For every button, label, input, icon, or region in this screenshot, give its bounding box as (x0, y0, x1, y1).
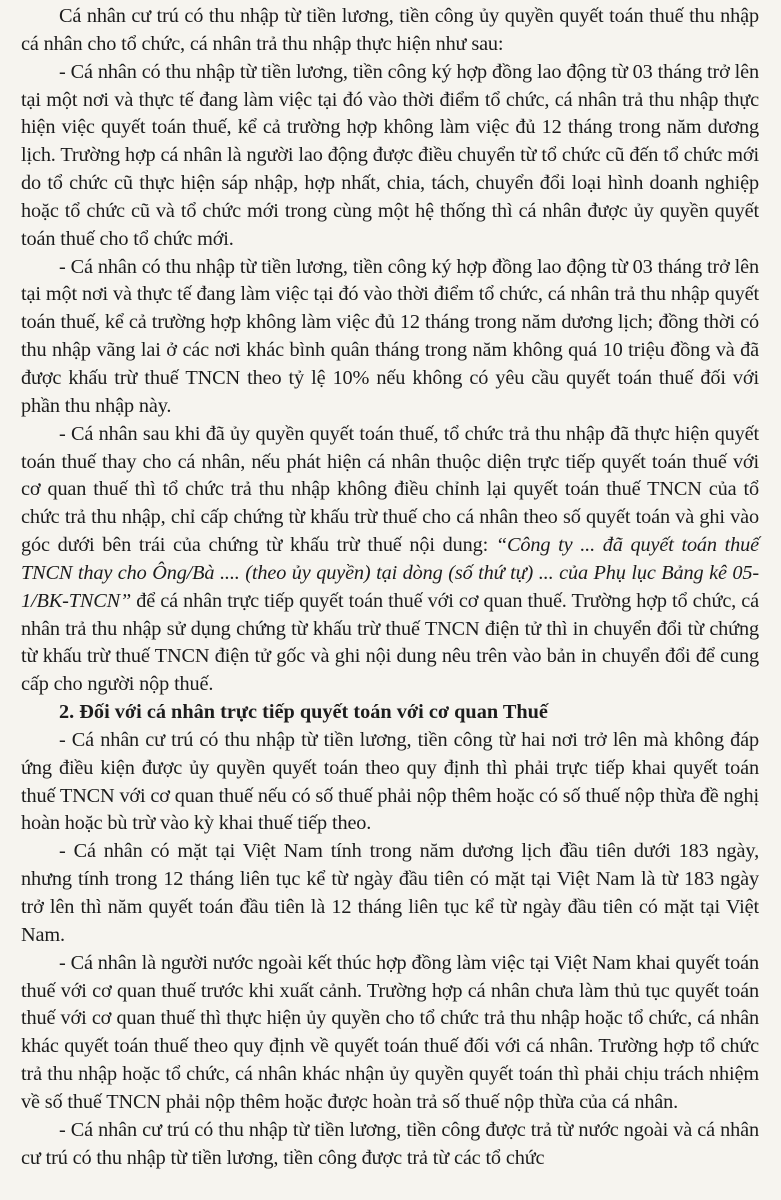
paragraph-section2-bullet-2: - Cá nhân có mặt tại Việt Nam tính trong năm dương lịch đầu tiên dưới 183 ngày, nhưng tính trong 12 tháng liên tục kể từ ngày đầu tiên có mặt tại Việt Nam là từ 183 ngày trở lên thì năm quyết toán đầu tiên là 12 tháng liên tục kể từ ngày đầu tiên có mặt tại Việt Nam. (21, 840, 759, 946)
paragraph-bullet-3-text-a: - Cá nhân sau khi đã ủy quyền quyết toán thuế, tổ chức trả thu nhập đã thực hiện quyết toán thuế thay cho cá nhân, nếu phát hiện cá nhân thuộc diện trực tiếp quyết toán thuế với cơ quan thuế thì tổ chức trả thu nhập không điều chỉnh lại quyết toán thuế TNCN của tổ chức trả thu nhập, chỉ cấp chứng từ khấu trừ thuế cho cá nhân theo số quyết toán và ghi vào góc dưới bên trái của chứng từ khấu trừ thuế nội dung: (21, 422, 759, 557)
paragraph-bullet-2: - Cá nhân có thu nhập từ tiền lương, tiền công ký hợp đồng lao động từ 03 tháng trở lên tại một nơi và thực tế đang làm việc tại đó vào thời điểm tổ chức, cá nhân trả thu nhập quyết toán thuế, kể cả trường hợp không làm việc đủ 12 tháng trong năm dương lịch; đồng thời có thu nhập vãng lai ở các nơi khác bình quân tháng trong năm không quá 10 triệu đồng và đã được khấu trừ thuế TNCN theo tỷ lệ 10% nếu không có yêu cầu quyết toán thuế đối với phần thu nhập này. (21, 255, 759, 417)
paragraph-intro: Cá nhân cư trú có thu nhập từ tiền lương, tiền công ủy quyền quyết toán thuế thu nhập cá nhân cho tổ chức, cá nhân trả thu nhập thực hiện như sau: (21, 5, 759, 55)
paragraph-bullet-3-text-b: để cá nhân trực tiếp quyết toán thuế với cơ quan thuế. Trường hợp tổ chức, cá nhân trả thu nhập sử dụng chứng từ khấu trừ thuế TNCN điện tử thì in chuyển đổi từ chứng từ khấu trừ thuế TNCN điện tử gốc và ghi nội dung nêu trên vào bản in chuyển đổi để cung cấp cho người nộp thuế. (21, 589, 759, 696)
paragraph-section2-bullet-4: - Cá nhân cư trú có thu nhập từ tiền lương, tiền công được trả từ nước ngoài và cá nhân cư trú có thu nhập từ tiền lương, tiền công được trả từ các tổ chức (21, 1118, 759, 1169)
paragraph-bullet-3 (21, 421, 759, 699)
paragraph-bullet-1: - Cá nhân có thu nhập từ tiền lương, tiền công ký hợp đồng lao động từ 03 tháng trở lên tại một nơi và thực tế đang làm việc tại đó vào thời điểm tổ chức, cá nhân trả thu nhập thực hiện việc quyết toán thuế, kể cả trường hợp không làm việc đủ 12 tháng trong năm dương lịch. Trường hợp cá nhân là người lao động được điều chuyển từ tổ chức cũ đến tổ chức mới do tổ chức cũ thực hiện sáp nhập, hợp nhất, chia, tách, chuyển đổi loại hình doanh nghiệp hoặc tổ chức cũ và tổ chức mới trong cùng một hệ thống thì cá nhân được ủy quyền quyết toán thuế cho tổ chức mới. (21, 60, 759, 250)
paragraph-section2-bullet-1: - Cá nhân cư trú có thu nhập từ tiền lương, tiền công từ hai nơi trở lên mà không đáp ứng điều kiện được ủy quyền quyết toán theo quy định thì phải trực tiếp khai quyết toán thuế TNCN với cơ quan thuế nếu có số thuế phải nộp thêm hoặc có số thuế nộp thừa đề nghị hoàn hoặc bù trừ vào kỳ khai thuế tiếp theo. (21, 728, 759, 835)
paragraph-section2-bullet-3: - Cá nhân là người nước ngoài kết thúc hợp đồng làm việc tại Việt Nam khai quyết toán thuế với cơ quan thuế trước khi xuất cảnh. Trường hợp cá nhân chưa làm thủ tục quyết toán thuế với cơ quan thuế thì thực hiện ủy quyền cho tổ chức trả thu nhập hoặc tổ chức, cá nhân khác quyết toán thuế theo quy định về quyết toán thuế đối với cá nhân. Trường hợp tổ chức trả thu nhập hoặc tổ chức, cá nhân khác nhận ủy quyền quyết toán thì phải chịu trách nhiệm về số thuế TNCN phải nộp thêm hoặc được hoàn trả số thuế nộp thừa của cá nhân. (21, 951, 759, 1113)
section-heading-2: 2. Đối với cá nhân trực tiếp quyết toán với cơ quan Thuế (59, 701, 548, 724)
paragraph-bullet-3-quote: “Công ty ... đã quyết toán thuế TNCN thay cho Ông/Bà .... (theo ủy quyền) tại dòng (số thứ tự) ... của Phụ lục Bảng kê 05-1/BK-TNCN” (21, 534, 760, 612)
